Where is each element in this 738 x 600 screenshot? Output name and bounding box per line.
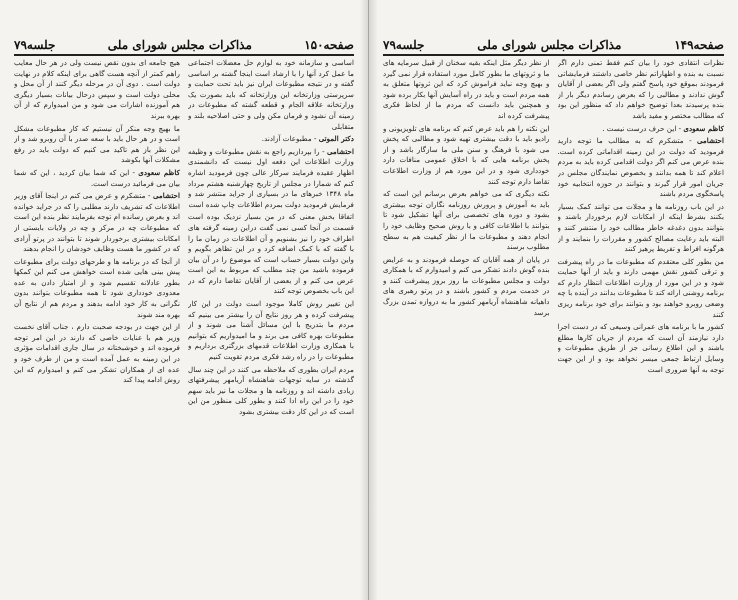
speaker-name: احتشامی	[152, 191, 180, 201]
paragraph-text: ما بهیچ وجه منکر آن نیستیم که کار مطبوعات مشکل است و در هر حال باید با سعه صدر با آن روبرو شد و از این نظر باز هم تاکید می کنیم که دولت باید در رفع مشکلات آنها بکوشد	[14, 123, 180, 165]
left-page-column-1	[188, 58, 354, 584]
paragraph: کاظم سعودی - این که شما بیان کردید ، این که شما بیان می فرمائید درست است.	[14, 167, 180, 188]
paragraph	[558, 322, 725, 375]
paragraph: احتشامی - متشکرم که به مطالب ما توجه دارید فرمودید که دولت در این زمینه اقداماتی کرده است. بنده عرض می کنم اگر دولت اقدامی کرده باید به مردم اعلام کند تا همه بدانند و بخصوص نمایندگان مجلس در جریان امور قرار گیرند و بتوانند در حوزه انتخابیه خود پاسخگوی مردم باشند	[557, 136, 724, 199]
paragraph	[188, 365, 354, 418]
left-page-session: جلسه۷۹	[14, 38, 56, 52]
speaker-name: احتشامی	[696, 136, 724, 146]
right-page	[369, 0, 738, 600]
right-page-header	[383, 30, 724, 56]
paragraph	[14, 257, 180, 321]
paragraph-text: این حرف درست نیست .	[602, 123, 677, 133]
paragraph-text: در پایان از همه آقایان که حوصله فرمودند و به عرایض بنده گوش دادند تشکر می کنم و امیدوارم که با همکاری دولت و مجلس مطبوعات ما روز بروز پیشرفت کنند و در خدمت مردم و کشور باشند و در پرتو رهبری های داهیانه شاهنشاه آریامهر کشور ما به دروازه تمدن بزرگ برسد	[383, 254, 550, 317]
paragraph-text: مطبوعات آزادند.	[261, 134, 312, 144]
paragraph-text: هیچ جامعه ای بدون نقص نیست ولی در هر حال معایب راهم کمتر از آنچه هست گاهی برای اینکه کلام در نهایت دولت است . دوی آن در مرحله دیگر کنند از آن محل و محلی دولت است و سپس درحال بیانات بسیار دیگری هم آموزنده اشارات می شود و من امیدوارم که از آن بهره ببرند	[14, 58, 180, 120]
paragraph-text: کشور ما با برنامه های عمرانی وسیعی که در دست اجرا دارد نیازمند آن است که مردم از جریان کارها مطلع باشند و این اطلاع رسانی جز از طریق مطبوعات و وسایل ارتباط جمعی میسر نخواهد بود و از این جهت توجه به آنها ضروری است	[557, 322, 724, 374]
paragraph	[14, 124, 180, 166]
right-page-column-2	[383, 58, 550, 584]
paragraph: کاظم سعودی - این حرف درست نیست .	[602, 123, 724, 133]
left-page-column-2	[14, 58, 180, 584]
paragraph	[188, 299, 354, 363]
speaker-name: دکتر الموتی	[318, 134, 354, 144]
paragraph-text: از این جهت در بودجه صحبت دارم ، جناب آقای نخست وزیر هم با عنایات خاصی که دارند در این امر توجه فرموده اند و خوشبختانه در سال جاری اقدامات مؤثری در این زمینه به عمل آمده است و من از طرف خود و عده ای از همکاران تشکر می کنم و امیدوارم که این روش ادامه پیدا کند	[14, 322, 180, 385]
right-page-column-1	[558, 58, 725, 584]
left-page-columns	[14, 58, 354, 584]
paragraph-text: در این باب روزنامه ها و مجلات می توانند کمک بسیار بکنند بشرط اینکه از امکانات لازم برخوردار باشند و بتوانند بدون دغدغه خاطر مطالب خود را منتشر کنند و البته باید رعایت مصالح کشور و مقررات را بنمایند و از هرگونه افراط و تفریط پرهیز کنند	[557, 201, 724, 254]
paragraph-text: نکته دیگری که می خواهم بعرض برسانم این است که باید به آموزش و پرورش روزنامه نگاران توجه بیشتری بشود و دوره های تخصصی برای آنها تشکیل شود تا بتوانند با اطلاعات کافی و با روش صحیح وظایف خود را انجام دهند و مطبوعات ما از نظر کیفیت هم به سطح مطلوب برسند	[383, 189, 550, 252]
speaker-name: کاظم سعودی	[138, 167, 180, 177]
left-page-title: مذاکرات مجلس شورای ملی	[107, 38, 252, 52]
paragraph	[14, 58, 180, 122]
paragraph-text: نظرات انتقادی خود را بیان کنم فقط تمنی دارم اگر نسبت به بنده و اظهاراتم نظر خاصی داشتند فرمایشاتی فرمودند بموقع خود پاسخ گفتم ولی اگر بعضی از آقایان گوش ندادند و مطالبی را که بعرض رساندم دیگر بار از بنده پرسیدند بعدا توضیح خواهم داد که منظور این بود که مطالب مختصر و مفید باشد	[557, 58, 724, 120]
paragraph-text: این که شما بیان کردید ، این که شما بیان می فرمائید درست است.	[14, 167, 180, 188]
paragraph	[383, 58, 550, 122]
right-page-title: مذاکرات مجلس شورای ملی	[477, 38, 622, 52]
paragraph-text: اتفاقا بخش معنی که در من بسیار نزدیک بوده است قسمت در آنجا کسی نمی گفت دراین زمینه گرفته های اطراف خود را نیز بشنویم و آن اطلاعات در زمان ما را با گفته که با کمک اضافه کرد و در این تظاهر بگویم و واین دولت بسیار حساب است که موضوع را در آن بیان فرموده باشید من چند مطلب که مربوط به این است عرض می کنم و از بعضی از آقایان تقاضا دارم که در این باب بخصوص توجه کنند	[188, 212, 354, 296]
paragraph-text: این نکته را هم باید عرض کنم که برنامه های تلویزیونی و رادیو باید با دقت بیشتری تهیه شود و مطالبی که پخش می شود با فرهنگ و سنن ملی ما سازگار باشد و از پخش برنامه هایی که با اخلاق عمومی منافات دارد خودداری شود و در این مورد هم از وزارت اطلاعات تقاضا دارم توجه کنند	[383, 123, 550, 186]
right-page-columns	[383, 58, 724, 584]
right-page-number: صفحه۱۴۹	[674, 38, 724, 52]
speaker-name: احتشامی	[326, 146, 354, 156]
paragraph: احتشامی - را بپردازیم راجع به نقش مطبوعات و وظیفه وزارت اطلاعات این دفعه اول نیست که دانشمندی اظهار عقیده فرمایند سرکار عالی چون فرمودید اشاره کنم که شمارا در مجلس از تاریخ چهارشنبه هشتم مرداد ماه ۱۳۴۸ خبرهای ما در بسیاری از جراید منتشر شد و فرمایش فرمودید دولت بمردم اطلاعات چاپ شده است	[188, 146, 354, 209]
paragraph	[14, 322, 180, 386]
speaker-name: کاظم سعودی	[683, 123, 724, 133]
paragraph-text: از آنجا که در برنامه ها و طرحهای دولت برای مطبوعات پیش بینی هایی شده است خواهش می کنم این کمکها بطور عادلانه تقسیم شود و از امتیاز دادن به عده معدودی خودداری شود تا همه مطبوعات بتوانند بدون نگرانی به کار خود ادامه بدهند و مردم هم از نتایج آن بهره مند شوند	[14, 256, 180, 319]
paragraph-text: من بطور کلی معتقدم که مطبوعات ما در راه پیشرفت و ترقی کشور نقش مهمی دارند و باید از آنها حمایت شود و در این مورد از وزارت اطلاعات انتظار دارم که برنامه روشنی ارائه کند تا مطبوعات بدانند در آینده با چه وضعی روبرو خواهند بود و بتوانند برای خود برنامه ریزی کنند	[557, 256, 724, 319]
paragraph	[383, 124, 550, 188]
paragraph	[558, 257, 725, 321]
paragraph-text: این تغییر روش کاملا موجود است دولت در این کار پیشرفت کرده و هر روز نتایج آن را بیشتر می بینیم که مردم ما بتدریج با این مسائل آشنا می شوند و از مطبوعات بهره کافی می برند و ما امیدواریم که بتوانیم با همکاری وزارت اطلاعات قدمهای بزرگتری برداریم و مطبوعات را در راه رشد فکری مردم تقویت کنیم	[188, 299, 354, 362]
paragraph	[188, 58, 354, 132]
paragraph: احتشامی - متشکرم و عرض می کنم در اینجا آقای وزیر اطلاعات که تشریف دارند مطلبی را که در جراید خوانده اند و بعرض رسانده ام توجه بفرمایند نظر بنده این است که مطبوعات چه در مرکز و چه در ولایات بایستی از امکانات بیشتری برخوردار شوند تا بتوانند در پرتو آزادی که در کشور ما هست وظایف خودشان را انجام بدهند	[14, 191, 180, 254]
paragraph	[188, 212, 354, 297]
paragraph-text: را بپردازیم راجع به نقش مطبوعات و وظیفه وزارت اطلاعات این دفعه اول نیست که دانشمندی اظهار عقیده فرمایند سرکار عالی چون فرمودید اشاره کنم که شمارا در مجلس از تاریخ چهارشنبه هشتم مرداد ماه ۱۳۴۸ خبرهای ما در بسیاری از جراید منتشر شد و فرمایش فرمودید دولت بمردم اطلاعات چاپ شده است	[188, 146, 354, 209]
paragraph	[383, 189, 550, 253]
paragraph	[558, 58, 725, 122]
paragraph-text: متشکرم که به مطالب ما توجه دارید فرمودید که دولت در این زمینه اقداماتی کرده است. بنده عرض می کنم اگر دولت اقدامی کرده باید به مردم اعلام کند تا همه بدانند و بخصوص نمایندگان مجلس در جریان امور قرار گیرند و بتوانند در حوزه انتخابیه خود پاسخگوی مردم باشند	[557, 136, 724, 199]
paragraph-text: مردم ایران بطوری که ملاحظه می کنند در این چند سال گذشته در سایه توجهات شاهنشاه آریامهر پیشرفتهای زیادی داشته اند و روزنامه ها و مجلات ما نیز باید سهم خود را در این راه ادا کنند و بطور کلی منظور من این است که در این کار دقت بیشتری بشود	[188, 364, 354, 416]
left-page-header	[14, 30, 354, 56]
paragraph-text: اساسی و سازمانه خود به لوازم حل معضلات اجتماعی ما عمل کرد آنها را با ارشاد است اینجا گشته بر اساسی گفته و در نتیجه مطبوعات ایران نیز باید تحت حمایت و سرپرستی وزارتخانه این وزارتخانه که باید بصورت یک وزارتخانه علاقه الجام و قطعه گشته که مطبوعات در زمینه آن نشود و فرمان مکن ولی و حتی اصلاحیه بلند و متقابلی	[188, 58, 354, 131]
paragraph	[383, 255, 550, 319]
right-page-session: جلسه۷۹	[383, 38, 425, 52]
paragraph: دکتر الموتی - مطبوعات آزادند.	[261, 134, 354, 144]
paragraph-text: از نظر دیگر مثل اینکه بقیه سخنان از قبیل سرمایه های ما و ثروتهای ما بطور کامل مورد استفاده قرار نمی گیرد و بهیچ وجه نباید فراموش کرد که این ثروتها متعلق به همه مردم است و باید در راه آسایش آنها بکار برده شود و همچنین باید دانست که مردم ما از لحاظ فکری پیشرفت کرده اند	[383, 58, 550, 120]
left-page-number: صفحه۱۵۰	[304, 38, 354, 52]
paragraph	[558, 202, 725, 255]
paragraph-text: متشکرم و عرض می کنم در اینجا آقای وزیر اطلاعات که تشریف دارند مطلبی را که در جراید خوانده اند و بعرض رسانده ام توجه بفرمایند نظر بنده این است که مطبوعات چه در مرکز و چه در ولایات بایستی از امکانات بیشتری برخوردار شوند تا بتوانند در پرتو آزادی که در کشور ما هست وظایف خودشان را انجام بدهند	[14, 191, 180, 254]
